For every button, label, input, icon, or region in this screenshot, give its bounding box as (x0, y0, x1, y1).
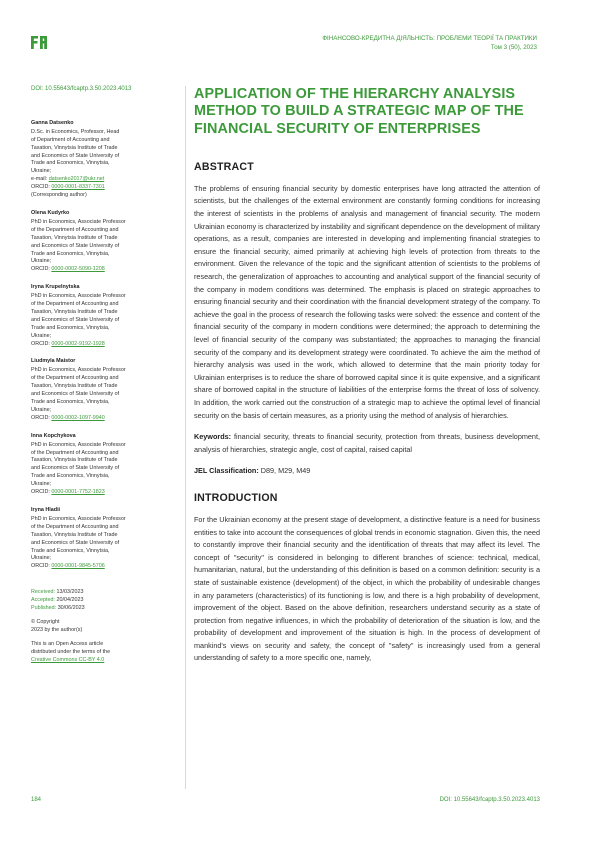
copyright-line: 2023 by the author(s) (31, 626, 83, 633)
author-orcid-line (31, 489, 181, 497)
orcid-label: ORCID: (31, 563, 52, 570)
author-name: Iryna Hladii (31, 506, 61, 513)
author-block (31, 358, 181, 422)
jel-classification (194, 465, 540, 478)
keywords-label: Keywords: (194, 432, 232, 442)
introduction-heading: INTRODUCTION (194, 491, 278, 504)
accepted-date (31, 597, 181, 605)
orcid-label: ORCID: (31, 489, 52, 496)
author-affiliation: PhD in Economics, Associate Professor of the Department of Accounting and Taxation, Vinnytsia Institute of Trade and Economics of State University of Trade and Economics, Vinnytsia, Ukraine; (31, 293, 126, 339)
received-label: Received: (31, 589, 55, 596)
article-main (194, 86, 540, 665)
accepted-label: Accepted: (31, 597, 55, 604)
oa-line: distributed under the terms of the (31, 648, 111, 655)
copyright-line: © Copyright (31, 618, 60, 625)
author-name: Ganna Datsenko (31, 119, 74, 126)
introduction-text: For the Ukrainian economy at the present stage of development, a distinctive feature is a need for business entities to take into account the consequences of global trends in economic stagnation. Given this, the need to constantly improve their financial security and the identification of threats that may affect its level. The concept of "security" is considered in belonging to different branches of science: technical, medical, humanitarian, natural, but the understanding of this definition is based on a common definition: security is a state of sustainable existence (development) of the object, in which the probability of undesirable changes in any parameters (characteristics) of its functioning is low, and there is a high probability of development, improvement of the object. Based on the above definition, researchers understand security as a state of protection from negative influences, in which the probability of deterioration of the situation is low, and the probability of development and improvement of the situation is high. In the process of development of mankind's views on security and safety, the concept of "safety" is increasingly used from a general understanding of safety to a more specific one, namely, (194, 514, 540, 663)
page-number: 184 (31, 797, 42, 803)
author-orcid-link[interactable]: 0000-0001-9845-5706 (51, 563, 105, 570)
jel-text: D89, M29, M49 (258, 466, 311, 476)
copyright-notice (31, 619, 181, 635)
journal-name: ФІНАНСОВО-КРЕДИТНА ДІЯЛЬНІСТЬ: ПРОБЛЕМИ ТЕОРІЇ ТА ПРАКТИКИ (322, 35, 537, 42)
author-sidebar (31, 86, 181, 664)
keywords (194, 431, 540, 456)
open-access-notice (31, 641, 181, 665)
abstract-text: The problems of ensuring financial security by domestic enterprises have long attracted the attention of scientists, but the challenges of the external environment are constantly forming conditions for increasing the interest of scientists in the problems of analysis and management of financial security. The modern Ukrainian economy is characterized by instability and significant dependence on the development of military operations, as a result, companies are interested in developing and implementing financial strategies to ensure the financial security, aimed primarily at achieving high levels of protection from threats to the environment. Given the relevance of the topic and the significant attention of scientists to the problems of research, the generalization of approaches to accounting and analytical support of the financial security of the company in modern conditions was determined. The emphasis is placed on strategic approaches to ensuring financial security and their coordination with the financial development strategy of the company. To achieve the goal in the process of research the following tasks were solved: the essence and content of the financial security of the company in modern conditions were determined; the approach to determining the level of financial security of the company was substantiated; the approaches to managing the financial security of the company and its development strategy were coordinated. To achieve the aim the method of hierarchy analysis was used in the work, which allowed to determine that the main priority today for Ukrainian enterprises is to reduce the share of borrowed capital since it is quite expensive, and a significant share of borrowed capital in the structure of liabilities of the enterprise forms the threat of loss of solvency. In addition, the work carried out the construction of a strategic map to achieve the optimal level of financial security on the basis of certain measures, as a priority using the method of analysis of hierarchies. (194, 183, 540, 420)
abstract-heading: ABSTRACT (194, 160, 254, 173)
sidebar-doi[interactable]: DOI: 10.55643/fcaptp.3.50.2023.4013 (31, 86, 132, 92)
author-block (31, 210, 181, 274)
author-block (31, 120, 181, 200)
license-link[interactable]: Creative Commons CC-BY 4.0 (31, 656, 105, 663)
author-orcid-line (31, 266, 181, 274)
author-orcid-line (31, 563, 181, 571)
keywords-text: financial security, threats to financial security, protection from threats, business development, analysis of hierarchies, strategic angle, cost of capital, raised capital (194, 432, 540, 454)
author-block (31, 507, 181, 571)
corresponding-note: (Corresponding author) (31, 192, 87, 199)
author-name: Liudmyla Maistor (31, 358, 76, 365)
accepted-value: 20/04/2023 (56, 597, 84, 604)
orcid-label: ORCID: (31, 266, 52, 273)
author-orcid-line (31, 341, 181, 349)
article-dates (31, 589, 181, 613)
author-name: Inna Kopchykova (31, 432, 76, 439)
author-block (31, 433, 181, 497)
author-block (31, 284, 181, 348)
author-affiliation: PhD in Economics, Associate Professor of the Department of Accounting and Taxation, Vinnytsia Institute of Trade and Economics of State University of Trade and Economics, Vinnytsia, Ukraine; (31, 218, 126, 265)
author-affiliation: PhD in Economics, Associate Professor of the Department of Accounting and Taxation, Vinnytsia Institute of Trade and Economics of State University of Trade and Economics, Vinnytsia, Ukraine; (31, 441, 126, 488)
received-date (31, 589, 181, 597)
journal-volume: Том 3 (50), 2023 (490, 44, 537, 51)
author-orcid-link[interactable]: 0000-0002-1097-9940 (51, 414, 105, 421)
author-orcid-line (31, 415, 181, 423)
journal-header (322, 34, 537, 52)
oa-line: This is an Open Access article (31, 640, 104, 647)
author-name: Iryna Krupelnytska (31, 284, 80, 291)
published-date (31, 605, 181, 613)
jel-label: JEL Classification: (194, 466, 259, 476)
fkd-logo-icon (30, 34, 48, 50)
author-orcid-line (31, 184, 181, 192)
column-divider (185, 86, 186, 789)
author-orcid-link[interactable]: 0000-0002-5090-1208 (51, 266, 105, 273)
orcid-label: ORCID: (31, 414, 52, 421)
author-affiliation: PhD in Economics, Associate Professor of the Department of Accounting and Taxation, Vinnytsia Institute of Trade and Economics of State University of Trade and Economics, Vinnytsia, Ukraine; (31, 515, 126, 562)
published-value: 30/06/2023 (57, 605, 85, 612)
author-orcid-link[interactable]: 0000-0001-8337-7301 (51, 184, 105, 191)
email-label: e-mail: (31, 176, 49, 183)
author-affiliation: PhD in Economics, Associate Professor of the Department of Accounting and Taxation, Vinnytsia Institute of Trade and Economics of State University of Trade and Economics, Vinnytsia, Ukraine; (31, 367, 126, 413)
author-name: Olena Kudyrko (31, 209, 70, 216)
author-email-link[interactable]: datsenko2017@ukr.net (48, 176, 105, 183)
orcid-label: ORCID: (31, 184, 52, 191)
footer-doi[interactable]: DOI: 10.55643/fcaptp.3.50.2023.4013 (439, 797, 540, 803)
author-orcid-link[interactable]: 0000-0002-9192-1928 (51, 340, 105, 347)
received-value: 13/03/2023 (56, 589, 84, 596)
orcid-label: ORCID: (31, 340, 52, 347)
article-title: APPLICATION OF THE HIERARCHY ANALYSIS METHOD TO BUILD A STRATEGIC MAP OF THE FINANCIAL SECURITY OF ENTERPRISES (194, 86, 524, 137)
author-orcid-link[interactable]: 0000-0001-7752-1823 (51, 489, 105, 496)
author-email-line (31, 176, 181, 184)
published-label: Published: (31, 605, 57, 612)
author-affiliation: D.Sc. in Economics, Professor, Head of Department of Accounting and Taxation, Vinnytsia Institute of Trade and Economics of State University of Trade and Economics, Vinnytsia, Ukraine; (31, 128, 120, 175)
